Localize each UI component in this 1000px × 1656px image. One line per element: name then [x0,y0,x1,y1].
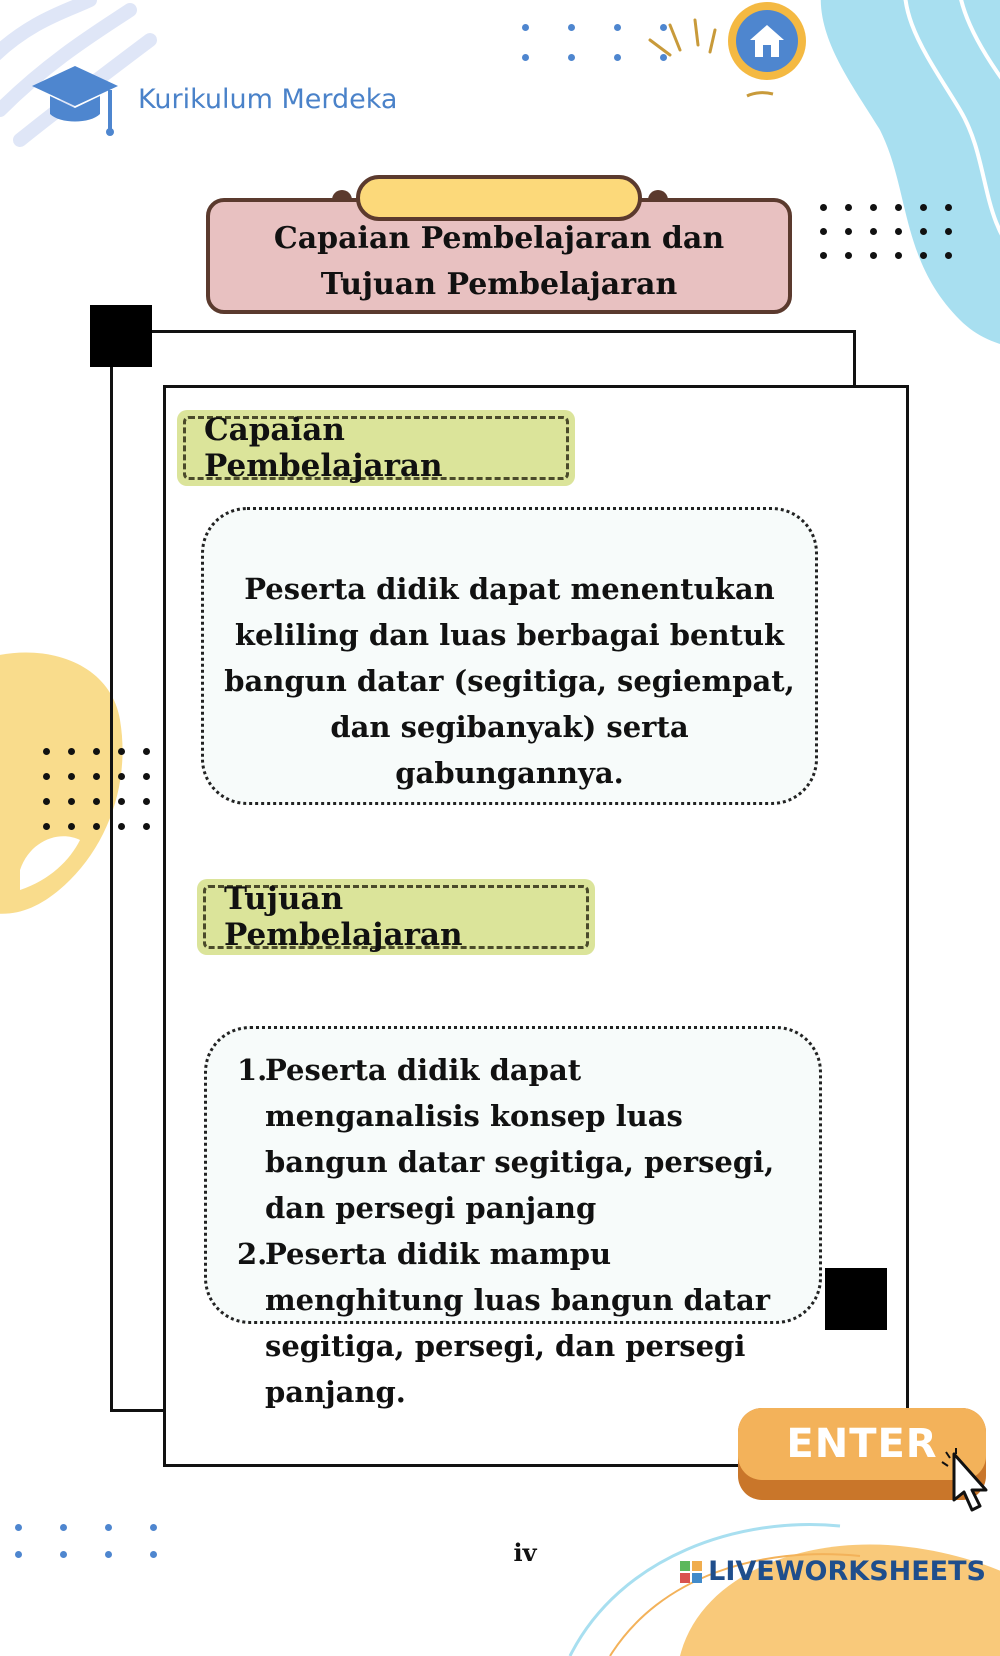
capaian-text: Peserta didik dapat menentukan keliling dan luas berbagai bentuk bangun datar (segitiga, segiempat, dan segibanyak) serta gabungannya. [224,572,795,790]
brand [30,62,397,136]
list-item-text: Peserta didik dapat menganalisis konsep luas bangun datar segitiga, persegi, dan persegi panjang [265,1053,775,1225]
liveworksheets-icon [680,1561,702,1583]
list-item [237,1231,799,1415]
decorative-dots-right [820,204,970,259]
pointer-cursor-icon [940,1448,1000,1518]
tujuan-content-box [204,1026,822,1409]
list-item [237,1047,799,1231]
list-item-number: 2. [237,1237,268,1271]
tujuan-label [197,879,595,955]
list-item-text: Peserta didik mampu menghitung luas bangun datar segitiga, persegi, dan persegi panjang. [265,1237,771,1409]
capaian-content-box [201,507,818,805]
graduation-cap-icon [30,62,120,136]
home-button[interactable] [728,2,806,80]
tujuan-list [207,1029,819,1415]
page-number: iv [513,1538,537,1567]
list-item-number: 1. [237,1053,268,1087]
title-tab [356,175,642,221]
brand-label: Kurikulum Merdeka [138,83,398,115]
corner-square-bottom-right [825,1268,887,1330]
sparkle-decoration [640,10,740,90]
enter-button-label: ENTER [738,1408,986,1480]
corner-square-top-left [90,305,152,367]
home-icon [748,23,786,59]
liveworksheets-logo[interactable] [680,1556,986,1587]
tujuan-label-text: Tujuan Pembelajaran [203,885,589,949]
capaian-label-text: Capaian Pembelajaran [183,416,569,480]
decorative-dash [745,88,775,102]
liveworksheets-text: LIVEWORKSHEETS [708,1556,986,1587]
capaian-label [177,410,575,486]
page-title: Capaian Pembelajaran dan Tujuan Pembelajaran [273,221,725,302]
